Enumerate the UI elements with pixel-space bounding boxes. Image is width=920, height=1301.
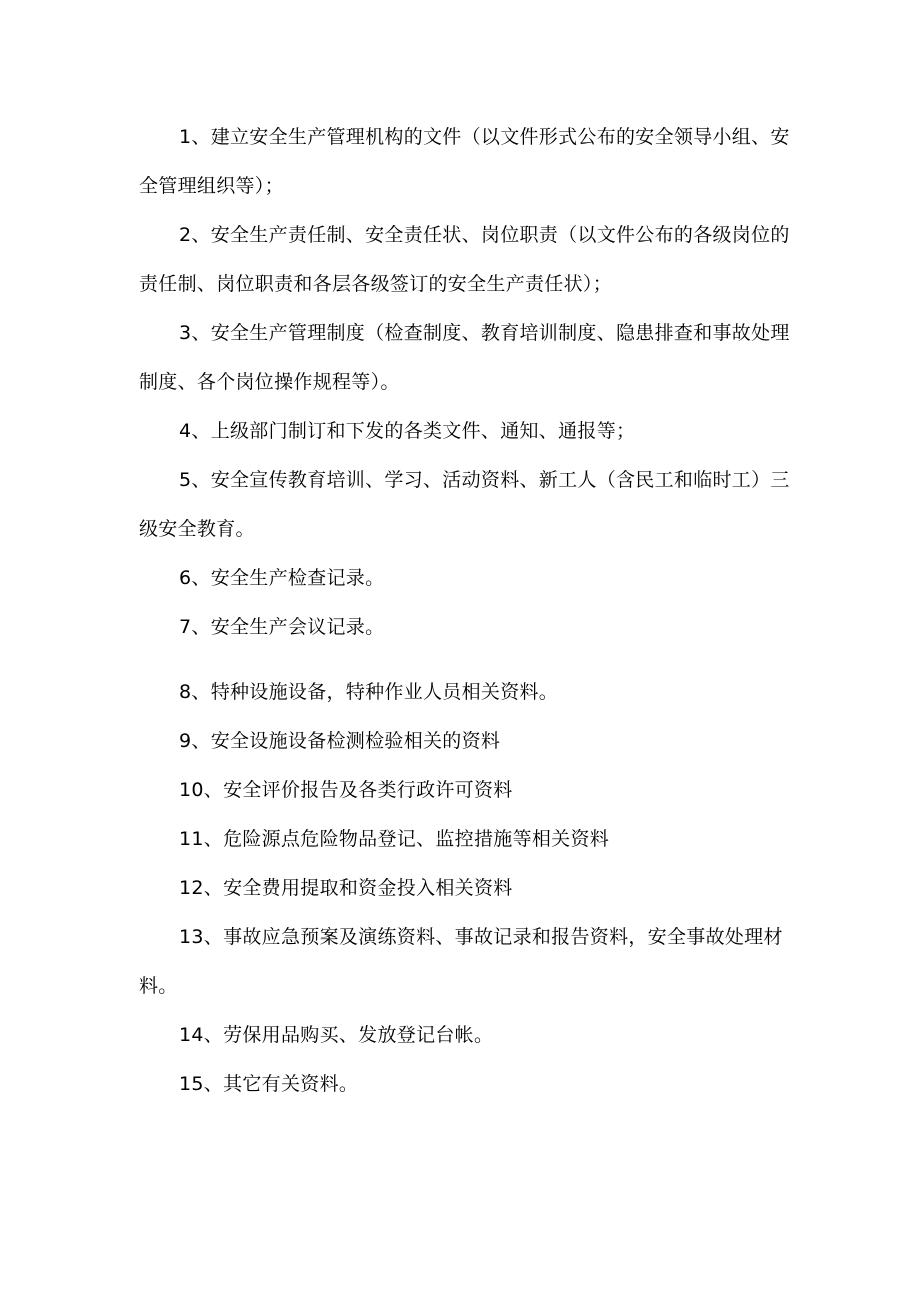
list-item: 5、安全宣传教育培训、学习、活动资料、新工人（含民工和临时工）三级安全教育。	[139, 469, 790, 540]
list-item: 3、安全生产管理制度（检查制度、教育培训制度、隐患排查和事故处理制度、各个岗位操作规程等）。	[139, 322, 790, 393]
list-item: 14、劳保用品购买、发放登记台帐。	[179, 1024, 494, 1046]
list-item: 7、安全生产会议记录。	[179, 616, 385, 638]
requirements-list	[139, 113, 803, 1109]
list-item: 1、建立安全生产管理机构的文件（以文件形式公布的安全领导小组、安全管理组织等）；	[139, 126, 790, 197]
list-item: 12、安全费用提取和资金投入相关资料	[179, 877, 513, 899]
list-item: 11、危险源点危险物品登记、监控措施等相关资料	[179, 828, 610, 850]
list-item: 2、安全生产责任制、安全责任状、岗位职责（以文件公布的各级岗位的责任制、岗位职责和各层各级签订的安全生产责任状）；	[139, 224, 790, 295]
list-item: 4、上级部门制订和下发的各类文件、通知、通报等；	[179, 420, 636, 442]
list-item: 15、其它有关资料。	[179, 1073, 359, 1095]
list-item: 13、事故应急预案及演练资料、事故记录和报告资料，安全事故处理材料。	[139, 926, 783, 997]
list-item: 8、特种设施设备，特种作业人员相关资料。	[179, 681, 559, 703]
list-item: 6、安全生产检查记录。	[179, 567, 385, 589]
list-item: 9、安全设施设备检测检验相关的资料	[179, 730, 501, 752]
list-item: 10、安全评价报告及各类行政许可资料	[179, 779, 513, 801]
